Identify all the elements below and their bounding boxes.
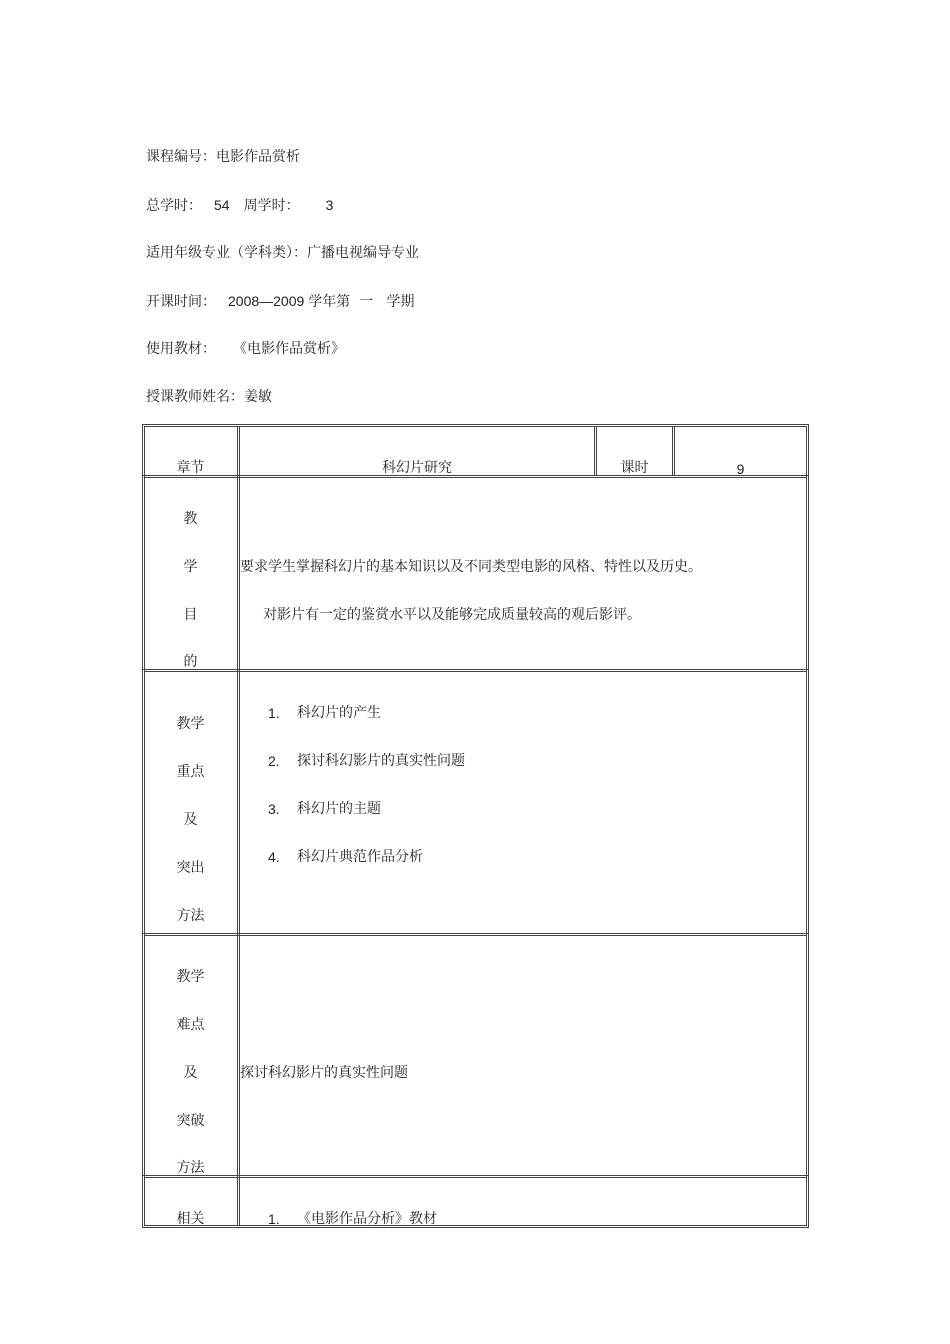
key-points-label-line-4: 突出: [176, 860, 205, 876]
teacher-label: 授课教师姓名：: [146, 389, 244, 405]
hours-label: 课时: [620, 460, 649, 476]
difficulties-label-line-2: 难点: [176, 1017, 205, 1033]
key-points-label-line-3: 及: [183, 812, 198, 828]
key-point-2-text: 探讨科幻影片的真实性问题: [297, 753, 465, 769]
grade-label: 适用年级专业（学科类）：: [146, 245, 307, 261]
objectives-label-char-4: 的: [183, 654, 198, 670]
row-divider-2-inner: [144, 671, 807, 672]
course-code-label: 课程编号：: [146, 149, 216, 165]
textbook-line: [146, 340, 345, 358]
hours-value: 9: [736, 461, 745, 477]
course-code-value: 电影作品赏析: [216, 149, 300, 165]
key-point-3-text: 科幻片的主题: [297, 801, 381, 817]
table-border-right: [808, 424, 809, 1228]
key-point-2-number: 2.: [268, 753, 280, 769]
table-border-bottom: [142, 1227, 809, 1228]
related-item-1-number: 1.: [268, 1211, 280, 1227]
course-plan-table: [142, 424, 809, 1228]
difficulties-label-line-4: 突破: [176, 1113, 205, 1129]
teacher-value: 姜敏: [244, 389, 272, 405]
row-divider-3: [142, 933, 809, 934]
key-point-4-text: 科幻片典范作品分析: [297, 849, 423, 865]
chapter-label: 章节: [176, 460, 205, 476]
objectives-line-2: 对影片有一定的鉴赏水平以及能够完成质量较高的观后影评。: [263, 607, 641, 623]
table-border-top: [142, 424, 809, 425]
difficulties-label-line-5: 方法: [176, 1160, 205, 1176]
objectives-label-char-3: 目: [183, 607, 198, 623]
table-border-left: [142, 424, 143, 1228]
difficulties-label-line-3: 及: [183, 1065, 198, 1081]
table-border-bottom-inner: [144, 1225, 807, 1226]
textbook-value: 《电影作品赏析》: [240, 341, 345, 357]
label-column-divider: [237, 426, 238, 1226]
total-hours-label: 总学时：: [146, 198, 202, 214]
key-point-1-number: 1.: [268, 705, 280, 721]
key-points-label-line-2: 重点: [176, 764, 205, 780]
weekly-hours-label: 周学时：: [243, 198, 300, 214]
key-point-3-number: 3.: [268, 801, 280, 817]
key-points-label-line-5: 方法: [176, 908, 205, 924]
hours-line: [146, 196, 333, 215]
grade-line: [146, 244, 419, 262]
header-divider-2: [672, 426, 673, 476]
objectives-label-char-1: 教: [183, 511, 198, 527]
course-code-line: [146, 148, 300, 166]
textbook-label: 使用教材：: [146, 341, 216, 357]
key-points-label-line-1: 教学: [176, 716, 205, 732]
weekly-hours-value: 3: [325, 197, 334, 213]
term-suffix: 学年第 一 学期: [308, 294, 415, 310]
objectives-label-char-2: 学: [183, 559, 198, 575]
key-point-4-number: 4.: [268, 849, 280, 865]
related-item-1-text: 《电影作品分析》教材: [297, 1211, 437, 1227]
grade-value: 广播电视编导专业: [307, 245, 419, 261]
term-years: 2008—2009: [228, 293, 305, 309]
chapter-value: 科幻片研究: [382, 460, 452, 476]
row-divider-4-inner: [144, 1177, 807, 1178]
term-label: 开课时间：: [146, 294, 216, 310]
table-border-right-inner: [806, 426, 807, 1226]
teacher-line: [146, 388, 272, 406]
difficulties-text: 探讨科幻影片的真实性问题: [240, 1065, 408, 1081]
objectives-line-1: 要求学生掌握科幻片的基本知识以及不同类型电影的风格、特性以及历史。: [240, 559, 702, 575]
difficulties-label-line-1: 教学: [176, 969, 205, 985]
term-line: [146, 292, 415, 311]
row-divider-4: [142, 1175, 809, 1176]
key-point-1-text: 科幻片的产生: [297, 705, 381, 721]
related-label: 相关: [176, 1211, 205, 1227]
row-divider-2: [142, 669, 809, 670]
table-border-top-inner: [144, 426, 807, 427]
header-divider-1: [594, 426, 595, 476]
row-divider-3-inner: [144, 935, 807, 936]
label-column-divider-inner: [239, 426, 240, 1226]
total-hours-value: 54: [214, 197, 230, 213]
